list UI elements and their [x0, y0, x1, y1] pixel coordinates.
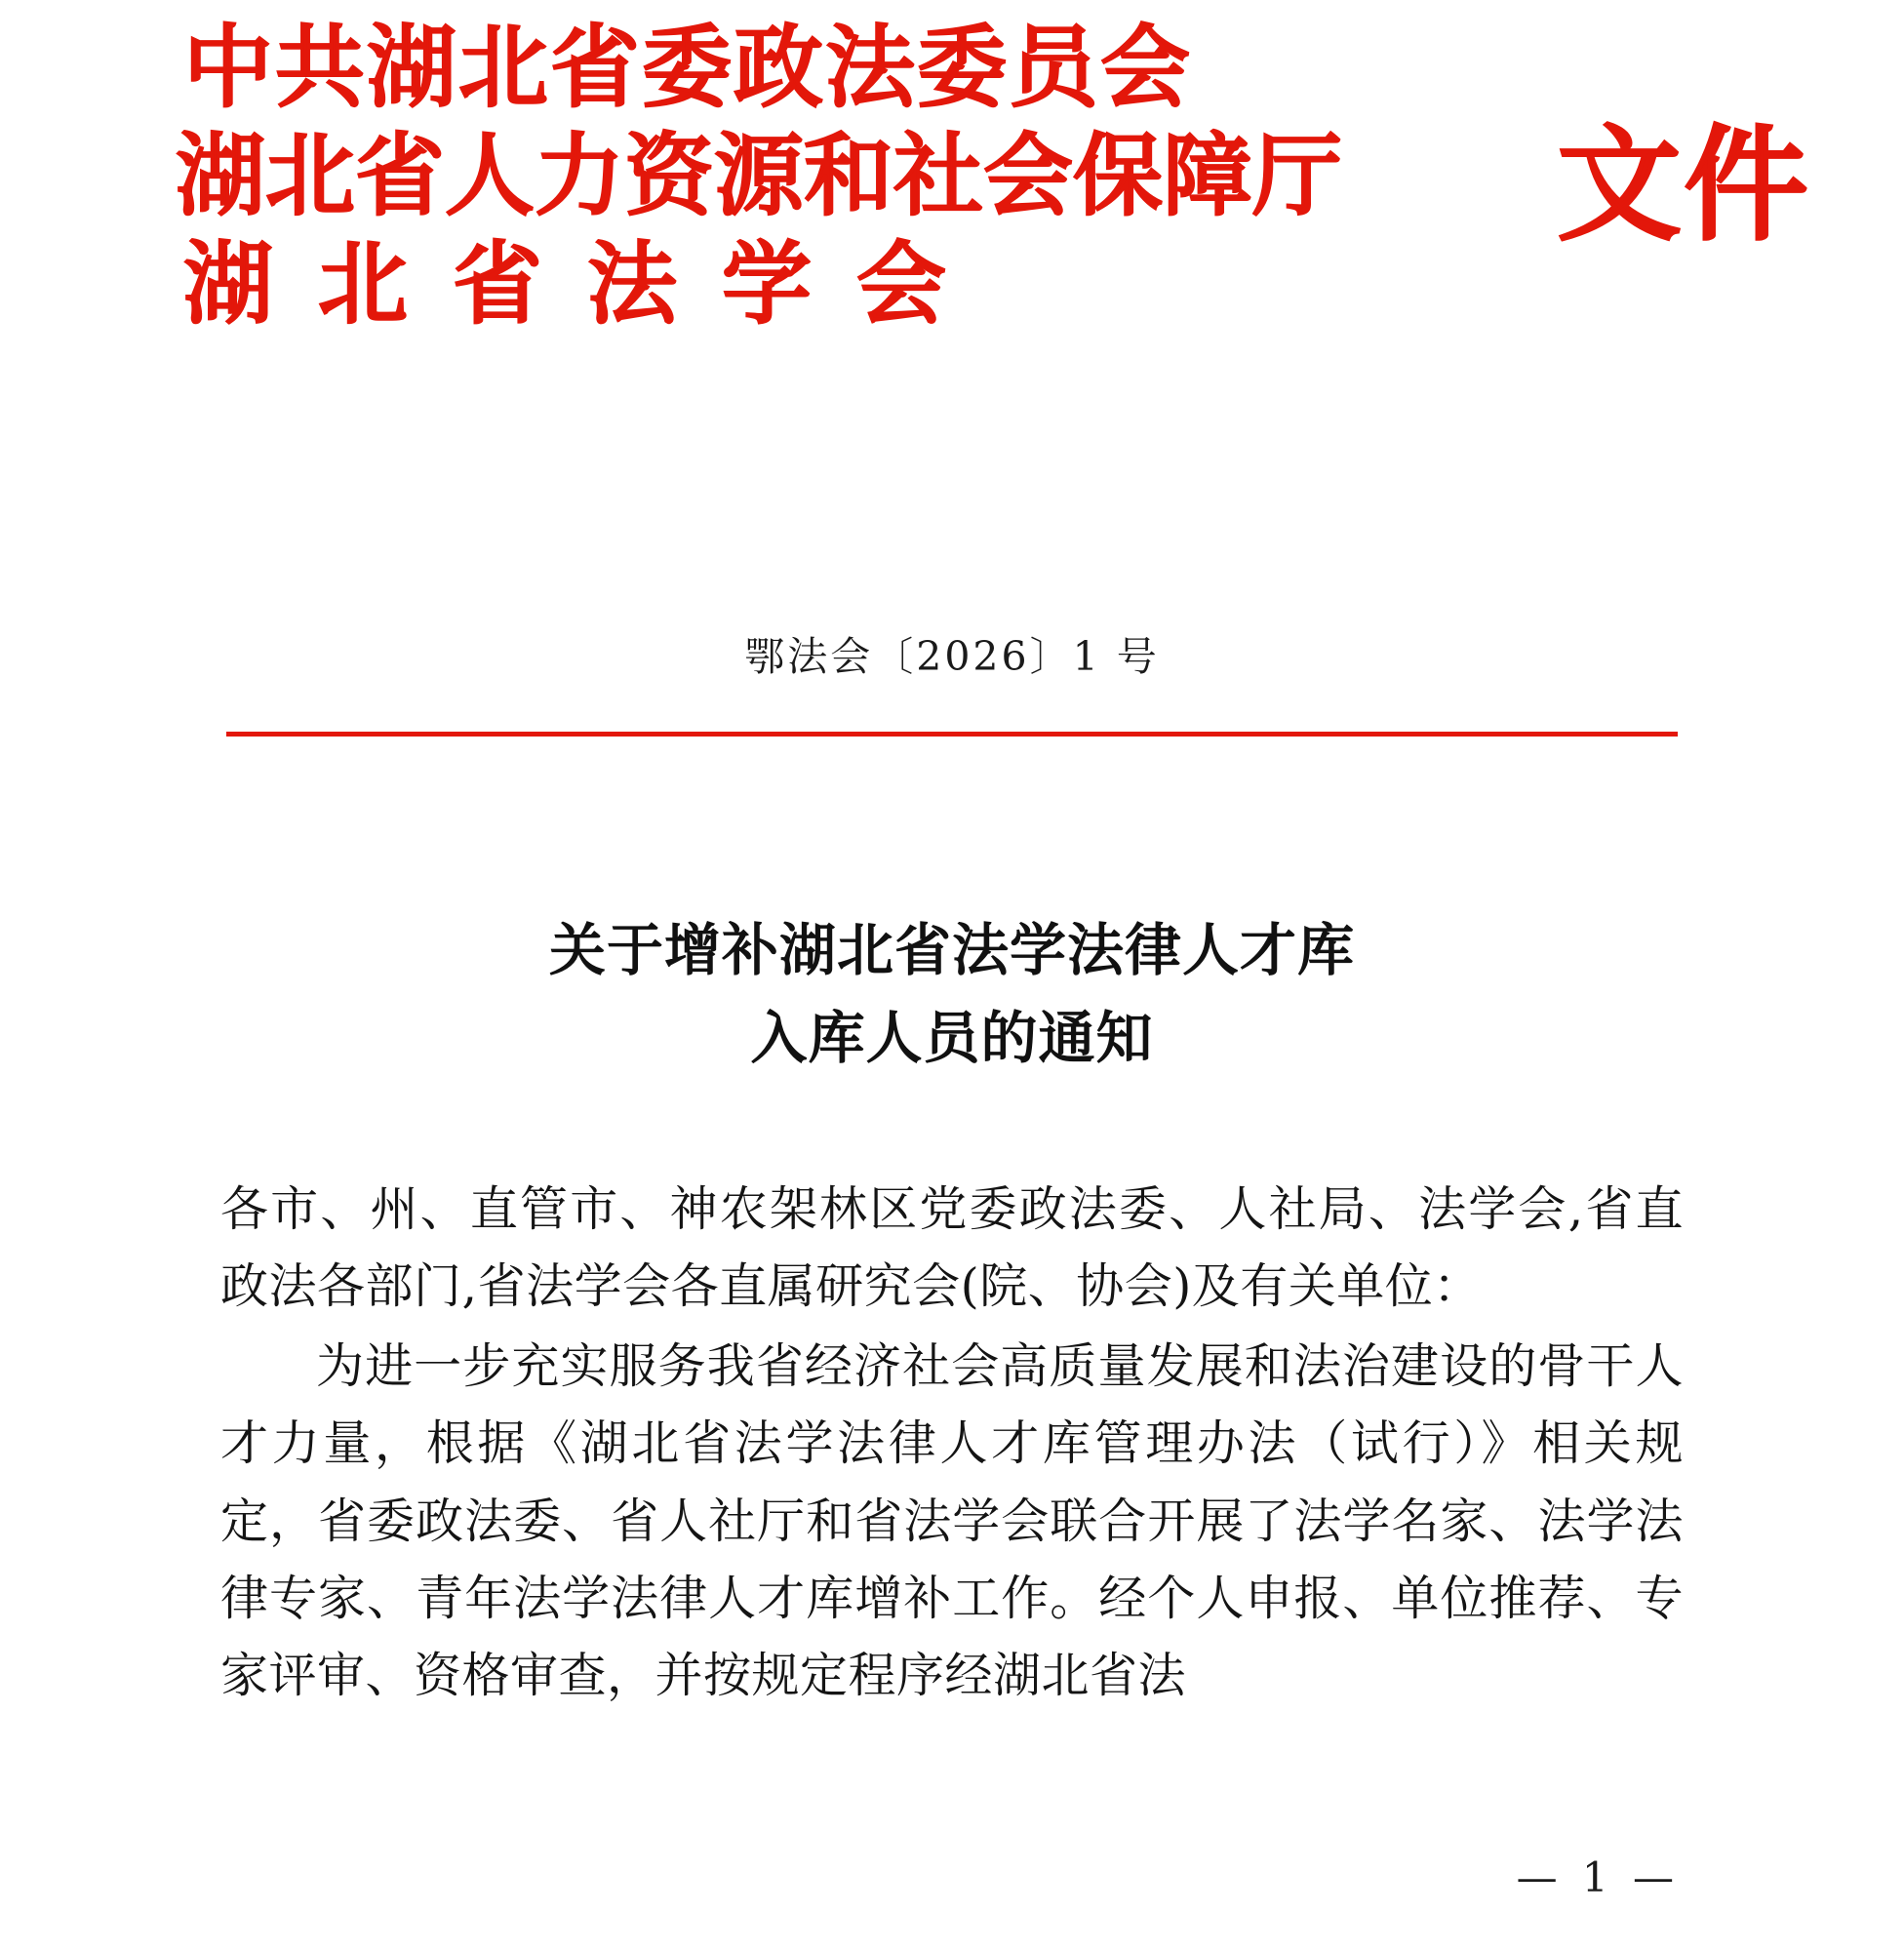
masthead-rows [146, 15, 1810, 338]
document-body [220, 1171, 1684, 1717]
letterhead-masthead [0, 15, 1904, 338]
body-paragraph-1: 为进一步充实服务我省经济社会高质量发展和法治建设的骨干人才力量，根据《湖北省法学法律人才库管理办法（试行）》相关规定，省委政法委、省人社厅和省法学会联合开展了法学名家、法学法律专家、青年法学法律人才库增补工作。经个人申报、单位推荐、专家评审、资格审查，并按规定程序经湖北省法 [220, 1337, 1684, 1704]
masthead-document-word: 文件 [1556, 112, 1810, 259]
document-title-line-1: 关于增补湖北省法学法律人才库 [548, 917, 1355, 983]
document-title-line-2: 入库人员的通知 [750, 1004, 1154, 1071]
masthead-line-3: 湖北省法学会 [183, 231, 992, 338]
red-divider-rule [226, 732, 1678, 737]
masthead-line-1: 中共湖北省委政法委员会 [183, 15, 1193, 120]
body-addressee: 各市、州、直管市、神农架林区党委政法委、人社局、法学会,省直政法各部门,省法学会各直属研究会(院、协会)及有关单位： [220, 1181, 1684, 1315]
page-number: — 1 — [1516, 1853, 1680, 1901]
document-number: 鄂法会〔2026〕1 号 [744, 633, 1160, 680]
masthead-line-2: 湖北省人力资源和社会保障厅 [176, 123, 1343, 229]
document-title [0, 907, 1904, 1083]
